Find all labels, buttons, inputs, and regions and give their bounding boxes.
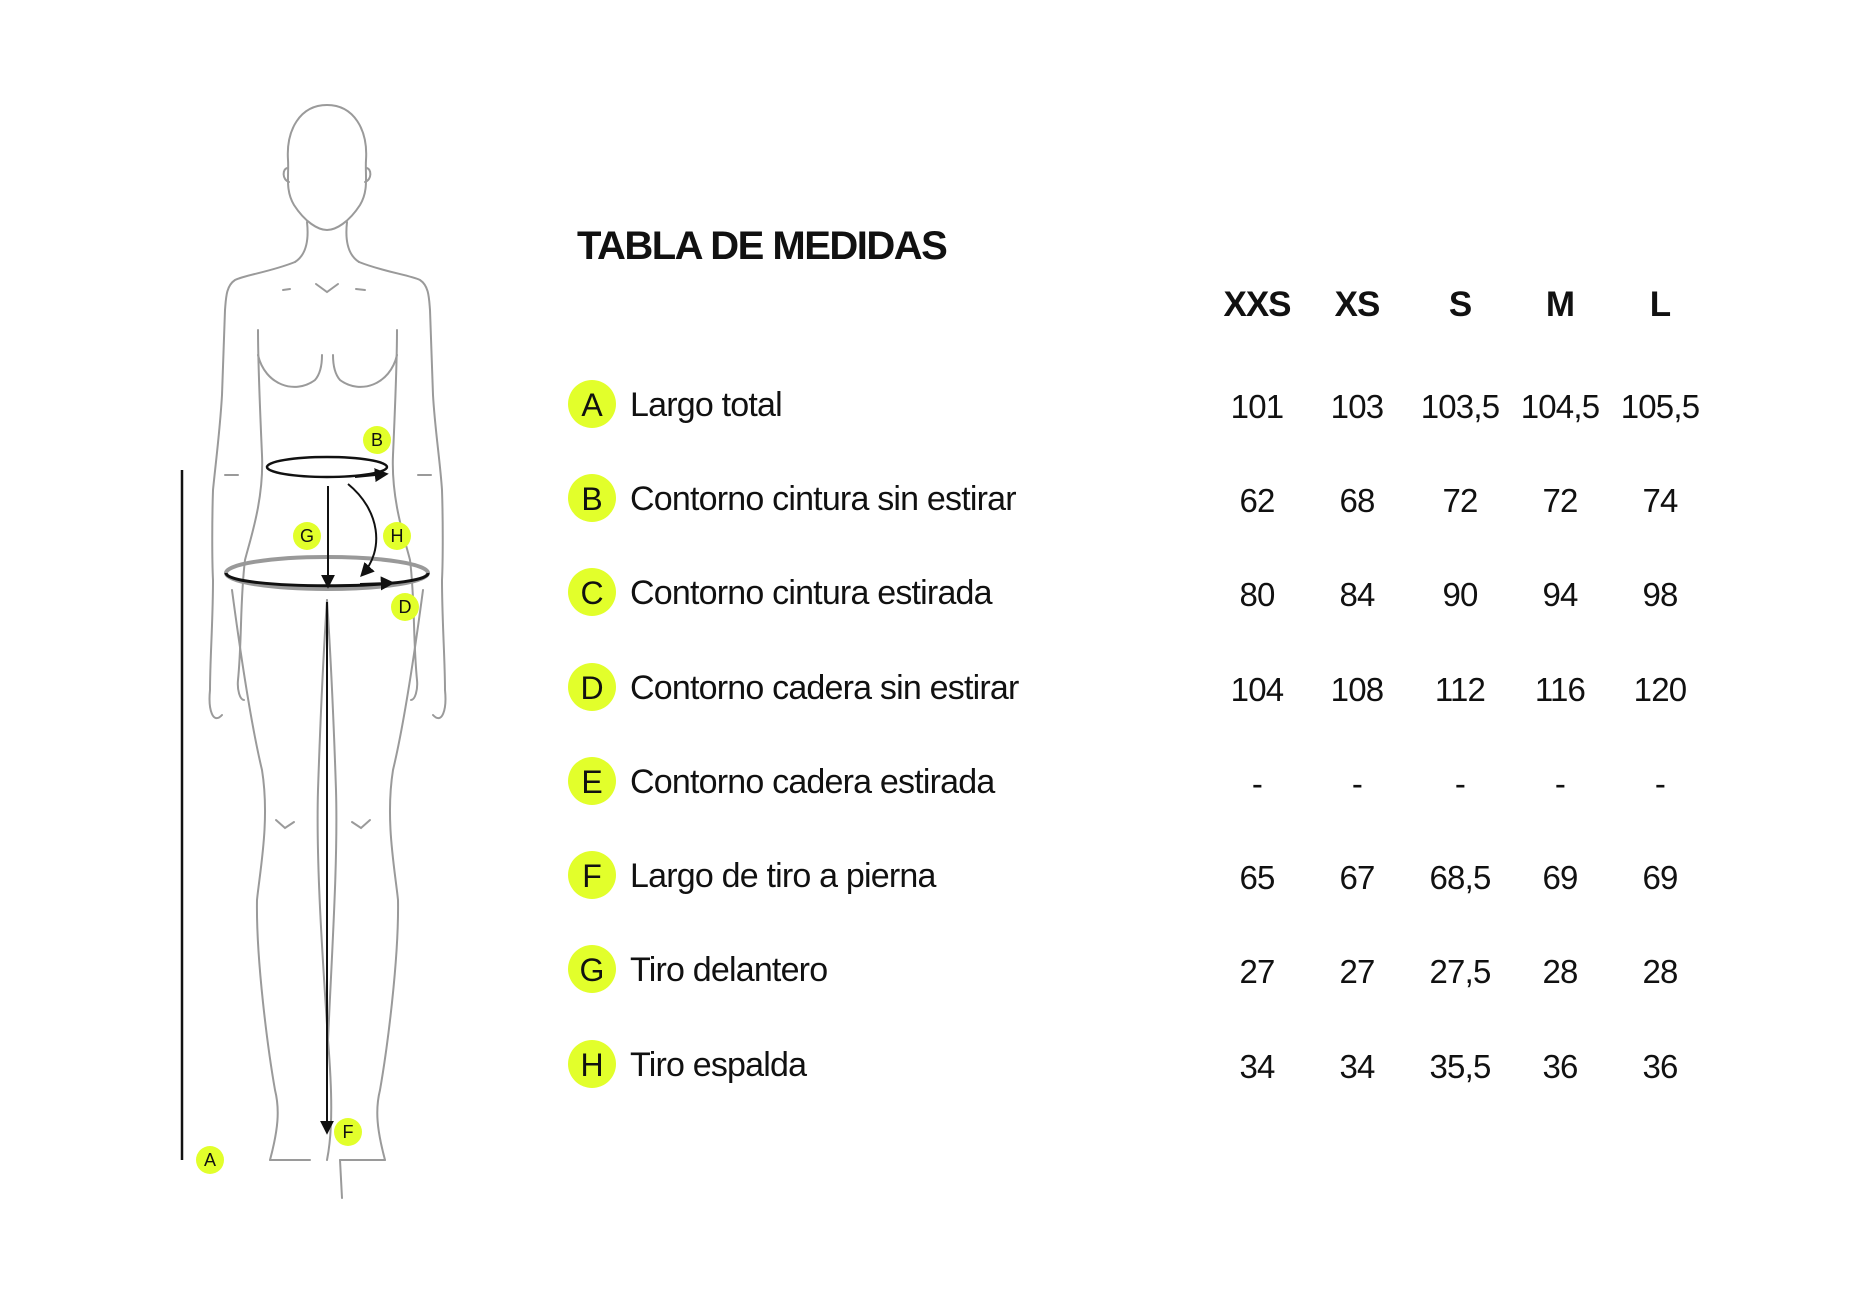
row-badge: D — [568, 663, 616, 711]
value-cell: 67 — [1339, 859, 1375, 896]
figure-marker-a — [196, 1146, 224, 1174]
measurement-row-c — [568, 568, 1728, 620]
value-cell: - — [1654, 765, 1666, 802]
figure-marker-b — [363, 426, 391, 454]
svg-text:G: G — [299, 526, 315, 546]
value-cell: 27,5 — [1429, 953, 1491, 990]
value-cell: 116 — [1534, 671, 1586, 708]
value-cell: 120 — [1633, 671, 1687, 708]
measure-ellipse-b — [267, 457, 387, 477]
size-header-xxs: XXS — [1223, 285, 1291, 324]
body-measurement-figure — [0, 0, 560, 1295]
value-cell: 101 — [1230, 388, 1284, 425]
value-cell: 108 — [1330, 671, 1384, 708]
svg-text:A: A — [203, 1150, 217, 1170]
row-label: Largo de tiro a pierna — [630, 857, 936, 895]
measurement-row-f — [568, 851, 1728, 903]
row-label: Contorno cintura sin estirar — [630, 480, 1016, 518]
measurement-row-d — [568, 663, 1728, 715]
value-cell: 72 — [1442, 482, 1478, 519]
value-cell: 28 — [1642, 953, 1678, 990]
row-label: Tiro espalda — [630, 1046, 807, 1084]
value-cell: 28 — [1542, 953, 1578, 990]
value-cell: 94 — [1542, 576, 1578, 613]
value-cell: 34 — [1339, 1048, 1375, 1085]
row-badge: G — [568, 945, 616, 993]
value-cell: 72 — [1542, 482, 1578, 519]
row-badge: A — [568, 380, 616, 428]
row-label: Contorno cadera sin estirar — [630, 669, 1019, 707]
value-cell: 69 — [1642, 859, 1678, 896]
size-header-xs: XS — [1334, 285, 1380, 324]
value-cell: 36 — [1542, 1048, 1578, 1085]
measurement-row-g — [568, 945, 1728, 997]
value-cell: 98 — [1642, 576, 1678, 613]
row-label: Tiro delantero — [630, 951, 828, 989]
row-badge: B — [568, 474, 616, 522]
value-cell: 103,5 — [1420, 388, 1500, 425]
value-cell: 68,5 — [1429, 859, 1491, 896]
value-cell: 69 — [1542, 859, 1578, 896]
measure-arrow-h — [348, 484, 376, 575]
figure-marker-f — [334, 1118, 362, 1146]
svg-text:F: F — [342, 1122, 354, 1142]
svg-text:D: D — [398, 597, 412, 617]
value-cell: - — [1454, 765, 1466, 802]
svg-text:B: B — [370, 430, 384, 450]
value-cell: 80 — [1239, 576, 1275, 613]
value-cell: 62 — [1239, 482, 1275, 519]
row-badge: H — [568, 1040, 616, 1088]
row-label: Contorno cintura estirada — [630, 574, 992, 612]
value-cell: 103 — [1330, 388, 1384, 425]
value-cell: - — [1554, 765, 1566, 802]
value-cell: 74 — [1642, 482, 1678, 519]
value-cell: 34 — [1239, 1048, 1275, 1085]
measurement-row-a — [568, 380, 1728, 432]
value-cell: 90 — [1442, 576, 1478, 613]
size-header-m: M — [1545, 285, 1575, 324]
figure-marker-h — [383, 522, 411, 550]
value-cell: 27 — [1239, 953, 1275, 990]
value-cell: 104 — [1230, 671, 1284, 708]
measurement-row-e — [568, 757, 1728, 809]
value-cell: - — [1351, 765, 1363, 802]
value-cell: 112 — [1434, 671, 1486, 708]
row-label: Contorno cadera estirada — [630, 763, 995, 801]
measurement-row-b — [568, 474, 1728, 526]
value-cell: 36 — [1642, 1048, 1678, 1085]
value-cell: 68 — [1339, 482, 1375, 519]
figure-marker-d — [391, 593, 419, 621]
size-header-s: S — [1448, 285, 1472, 324]
value-cell: 65 — [1239, 859, 1275, 896]
row-label: Largo total — [630, 386, 782, 424]
value-cell: 104,5 — [1520, 388, 1600, 425]
value-cell: - — [1251, 765, 1263, 802]
size-header-l: L — [1649, 285, 1671, 324]
row-badge: E — [568, 757, 616, 805]
value-cell: 84 — [1339, 576, 1375, 613]
row-badge: C — [568, 568, 616, 616]
value-cell: 27 — [1339, 953, 1375, 990]
row-badge: F — [568, 851, 616, 899]
svg-text:H: H — [390, 526, 404, 546]
measurement-row-h — [568, 1040, 1728, 1092]
page-title: TABLA DE MEDIDAS — [577, 224, 947, 268]
value-cell: 105,5 — [1620, 388, 1700, 425]
value-cell: 35,5 — [1429, 1048, 1491, 1085]
figure-marker-g — [293, 522, 321, 550]
